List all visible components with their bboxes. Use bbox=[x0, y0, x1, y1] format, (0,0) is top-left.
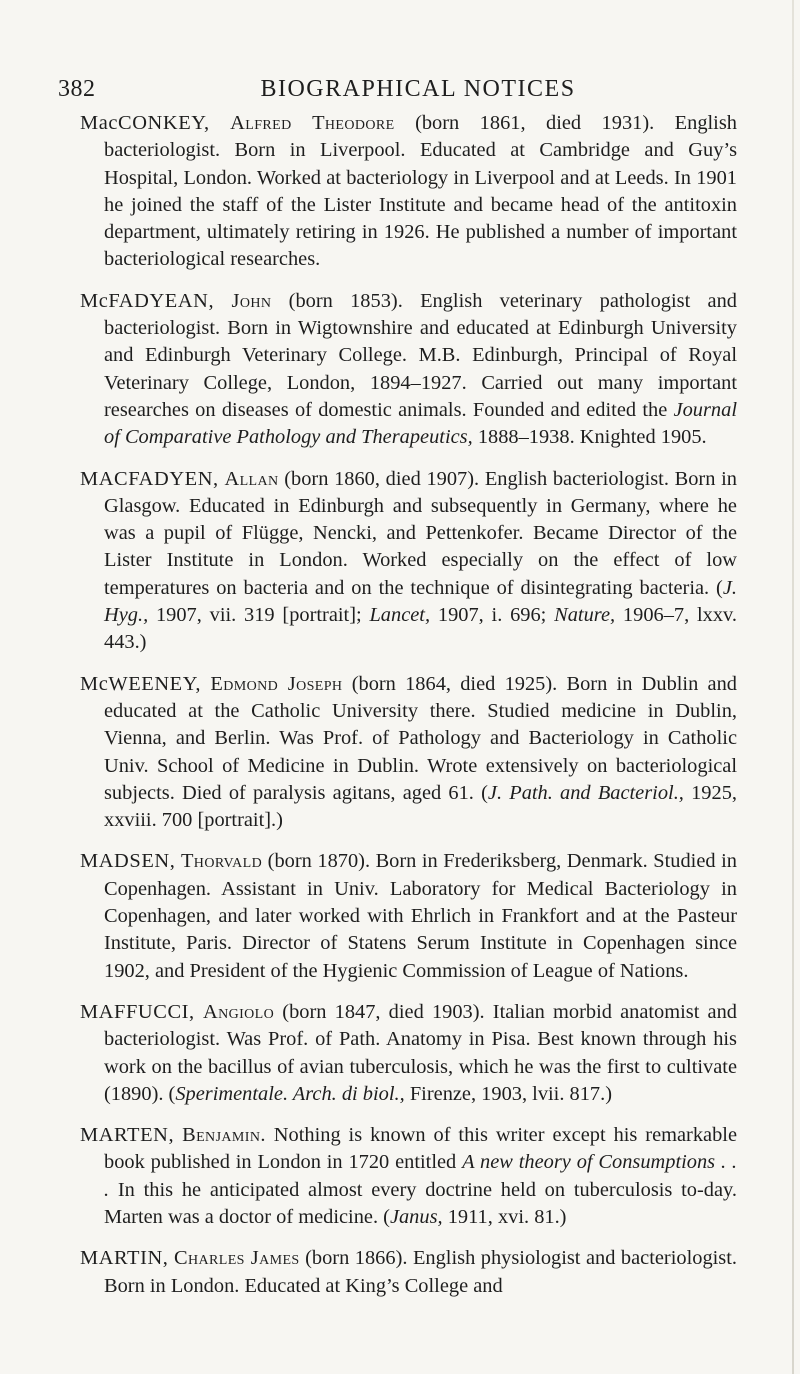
biographical-entries bbox=[80, 110, 737, 1314]
entry-text: (born 1861, died 1931). English bacteriologist. Born in Liverpool. Educated at Cambridge and Guy’s Hospital, London. Worked at bacteriology in Liverpool and at Leeds. In 1901 he joined the staff of the Lister Institute and became head of the antitoxin department, ultimately retiring in 1926. He published a number of important bacteriological researches. bbox=[104, 112, 737, 271]
entry-given-names: Charles James bbox=[174, 1247, 300, 1270]
page-number: 382 bbox=[58, 76, 96, 102]
entry-mcfadyean bbox=[80, 288, 737, 452]
reference-detail: 1907, vii. 319 [portrait]; bbox=[155, 604, 362, 627]
entry-text: (born 1864, died 1925). Born in Dublin and educated at the Catholic University there. Studied medicine in Dublin, Vienna, and Berlin. Was Prof. of Pathology and Bacteriology in Catholic Univ. School of Medicine in Dublin. Wrote extensively on bacteriological subjects. Died of paralysis agitans, aged 61. ( bbox=[104, 672, 737, 804]
entry-text: (born 1866). English physiologist and bacteriologist. Born in London. Educated at King’s College and bbox=[104, 1247, 738, 1297]
entry-text: (born 1860, died 1907). English bacteriologist. Born in Glasgow. Educated in Edinburgh and subsequently in Germany, where he was a pupil of Flügge, Nencki, and Pettenkofer. Became Director of the Lister Institute in London. Worked especially on the effect of low temperatures on bacteria and on the technique of disintegrating bacteria. ( bbox=[104, 467, 737, 599]
entry-text: (born 1853). English veterinary pathologist and bacteriologist. Born in Wigtownshire and educated at Edinburgh University and Edinburgh Veterinary College. M.B. Edinburgh, Principal of Royal Veterinary College, London, 1894–1927. Carried out many important researches on diseases of domestic animals. Founded and edited the bbox=[104, 289, 737, 421]
entry-text: (born 1870). Born in Frederiksberg, Denmark. Studied in Copenhagen. Assistant in Univ. Laboratory for Medical Bacteriology in Copenhagen, and later worked with Ehrlich in Frankfort and at the Pasteur Institute, Paris. Director of Statens Serum Institute in Copenhagen since 1902, and President of the Hygienic Commission of League of Nations. bbox=[104, 850, 737, 982]
reference-title: Lancet, bbox=[369, 604, 431, 627]
entry-given-names: Angiolo bbox=[202, 1000, 275, 1023]
reference-title: J. Hyg., bbox=[104, 576, 737, 627]
entry-maffucci bbox=[80, 999, 737, 1108]
entry-text: Nothing is known of this writer except his remarkable book published in London in 1720 entitled bbox=[104, 1124, 737, 1174]
reference-detail: 1925, xxviii. 700 [portrait].) bbox=[104, 781, 737, 832]
reference-detail: 1906–7, lxxv. 443.) bbox=[104, 604, 737, 654]
reference-detail: 1907, i. 696; bbox=[437, 604, 547, 627]
entry-surname: McFADYEAN, bbox=[80, 289, 215, 312]
entry-given-names: Allan bbox=[224, 467, 279, 490]
entry-surname: MACFADYEN, bbox=[80, 467, 219, 490]
entry-marten bbox=[80, 1122, 737, 1231]
entry-text: In this he anticipated almost every doctrine held on tuberculosis to-day. Marten was a doctor of medicine. ( bbox=[104, 1178, 737, 1228]
entry-text: 1888–1938. Knighted 1905. bbox=[477, 426, 707, 449]
running-head: BIOGRAPHICAL NOTICES bbox=[260, 76, 576, 102]
book-title: A new theory of Consumptions . . . bbox=[104, 1151, 737, 1201]
entry-mcweeney bbox=[80, 671, 737, 835]
entry-surname: MAFFUCCI, bbox=[80, 1000, 195, 1023]
reference-detail: 1911, xvi. 81.) bbox=[447, 1205, 567, 1228]
entry-given-names: Alfred Theodore bbox=[230, 112, 395, 134]
reference-title: J. Path. and Bacteriol., bbox=[487, 781, 684, 804]
entry-macfadyen bbox=[80, 466, 737, 657]
entry-surname: MADSEN, bbox=[80, 850, 176, 873]
page-header bbox=[58, 76, 738, 106]
entry-surname: MARTEN, bbox=[80, 1124, 175, 1147]
entry-given-names: Benjamin. bbox=[182, 1124, 266, 1147]
entry-surname: MacCONKEY, bbox=[80, 112, 210, 134]
entry-given-names: Edmond Joseph bbox=[210, 672, 343, 695]
entry-given-names: John bbox=[231, 289, 272, 312]
entry-surname: McWEENEY, bbox=[80, 672, 202, 695]
journal-title: Journal of Comparative Pathology and Therapeutics, bbox=[104, 398, 737, 449]
entry-given-names: Thorvald bbox=[180, 850, 263, 873]
reference-detail: Firenze, 1903, lvii. 817.) bbox=[409, 1082, 613, 1105]
reference-title: Sperimentale. Arch. di biol., bbox=[175, 1082, 405, 1105]
entry-text: (born 1847, died 1903). Italian morbid anatomist and bacteriologist. Was Prof. of Path. Anatomy in Pisa. Best known through his work on the bacillus of avian tuberculosis, which he was the first to cultivate (1890). ( bbox=[104, 1000, 737, 1105]
entry-macconkey bbox=[80, 110, 737, 274]
page-edge-divider bbox=[792, 0, 794, 1374]
entry-martin bbox=[80, 1245, 737, 1300]
entry-surname: MARTIN, bbox=[80, 1247, 169, 1270]
reference-title: Janus, bbox=[389, 1205, 443, 1228]
entry-madsen bbox=[80, 848, 737, 984]
reference-title: Nature, bbox=[554, 604, 616, 627]
